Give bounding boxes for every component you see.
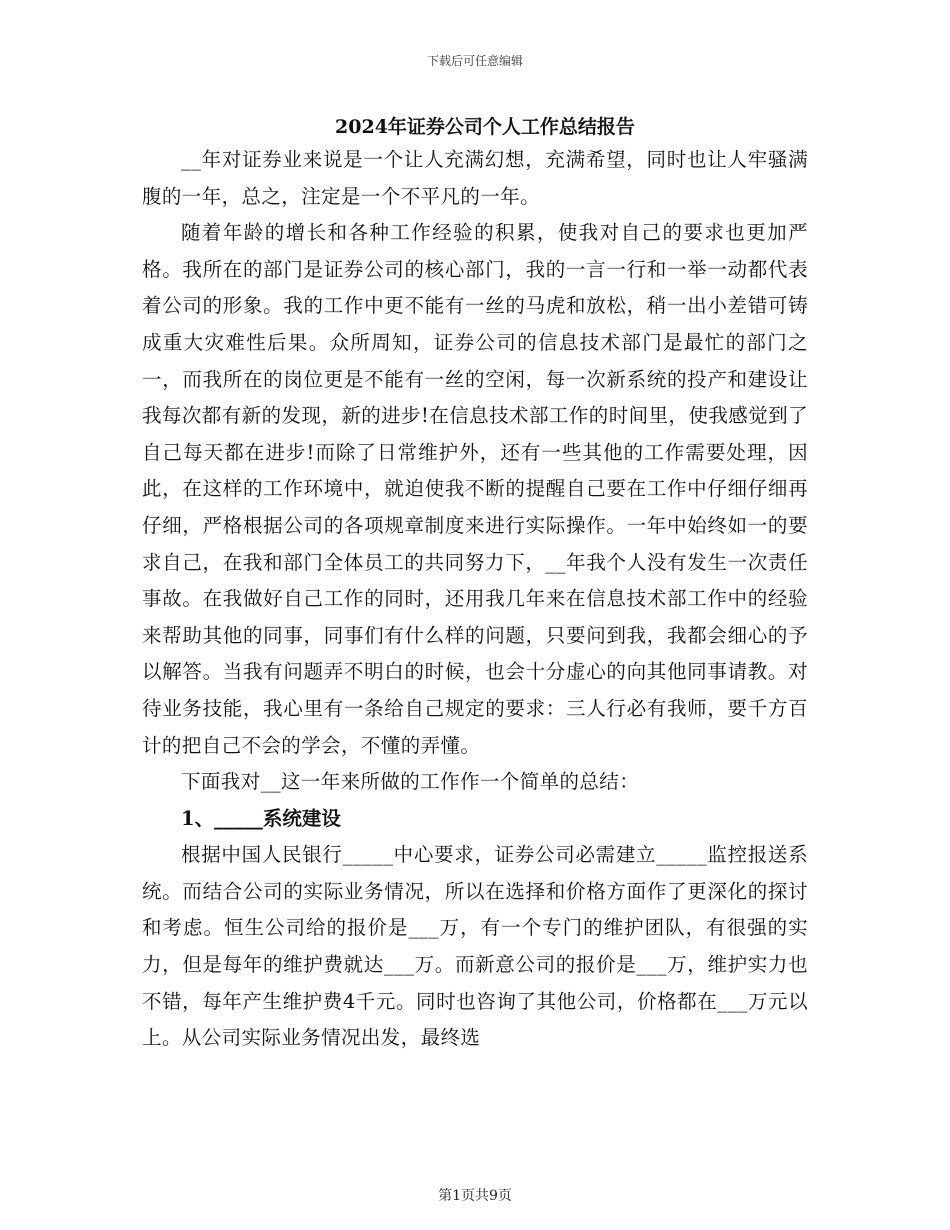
header-note: 下载后可任意编辑 xyxy=(426,54,523,68)
paragraph-intro: __年对证券业来说是一个让人充满幻想，充满希望，同时也让人牢骚满腹的一年，总之，注定是一个不平凡的一年。 xyxy=(142,148,808,208)
document-title: 2024年证券公司个人工作总结报告 xyxy=(335,116,635,138)
page-indicator: 第1页共9页 xyxy=(438,1188,512,1204)
document-body xyxy=(142,112,808,1057)
paragraph-section-1: 根据中国人民银行_____中心要求，证券公司必需建立_____监控报送系统。而结合公司的实际业务情况，所以在选择和价格方面作了更深化的探讨和考虑。恒生公司给的报价是___万，有一个专门的维护团队，有很强的实力，但是每年的维护费就达___万。而新意公司的报价是___万，维护实力也不错，每年产生维护费4千元。同时也咨询了其他公司，价格都在___万元以上。从公司实际业务情况出发，最终选 xyxy=(142,843,808,1050)
section-heading-1: 1、_____系统建设 xyxy=(181,806,341,830)
paragraph-summary-lead: 下面我对__这一年来所做的工作作一个简单的总结： xyxy=(181,770,640,794)
paragraph-experience: 随着年龄的增长和各种工作经验的积累，使我对自己的要求也更加严格。我所在的部门是证券公司的核心部门，我的一言一行和一举一动都代表着公司的形象。我的工作中更不能有一丝的马虎和放松，稍一出小差错可铸成重大灾难性后果。众所周知，证券公司的信息技术部门是最忙的部门之一，而我所在的岗位更是不能有一丝的空闲，每一次新系统的投产和建设让我每次都有新的发现，新的进步!在信息技术部工作的时间里，使我感觉到了自己每天都在进步!而除了日常维护外，还有一些其他的工作需要处理，因此，在这样的工作环境中，就迫使我不断的提醒自己要在工作中仔细仔细再仔细，严格根据公司的各项规章制度来进行实际操作。一年中始终如一的要求自己，在我和部门全体员工的共同努力下，__年我个人没有发生一次责任事故。在我做好自己工作的同时，还用我几年来在信息技术部工作中的经验来帮助其他的同事，同事们有什么样的问题，只要问到我，我都会细心的予以解答。当我有问题弄不明白的时候，也会十分虚心的向其他同事请教。对待业务技能，我心里有一条给自己规定的要求：三人行必有我师，要千方百计的把自己不会的学会，不懂的弄懂。 xyxy=(142,221,808,757)
